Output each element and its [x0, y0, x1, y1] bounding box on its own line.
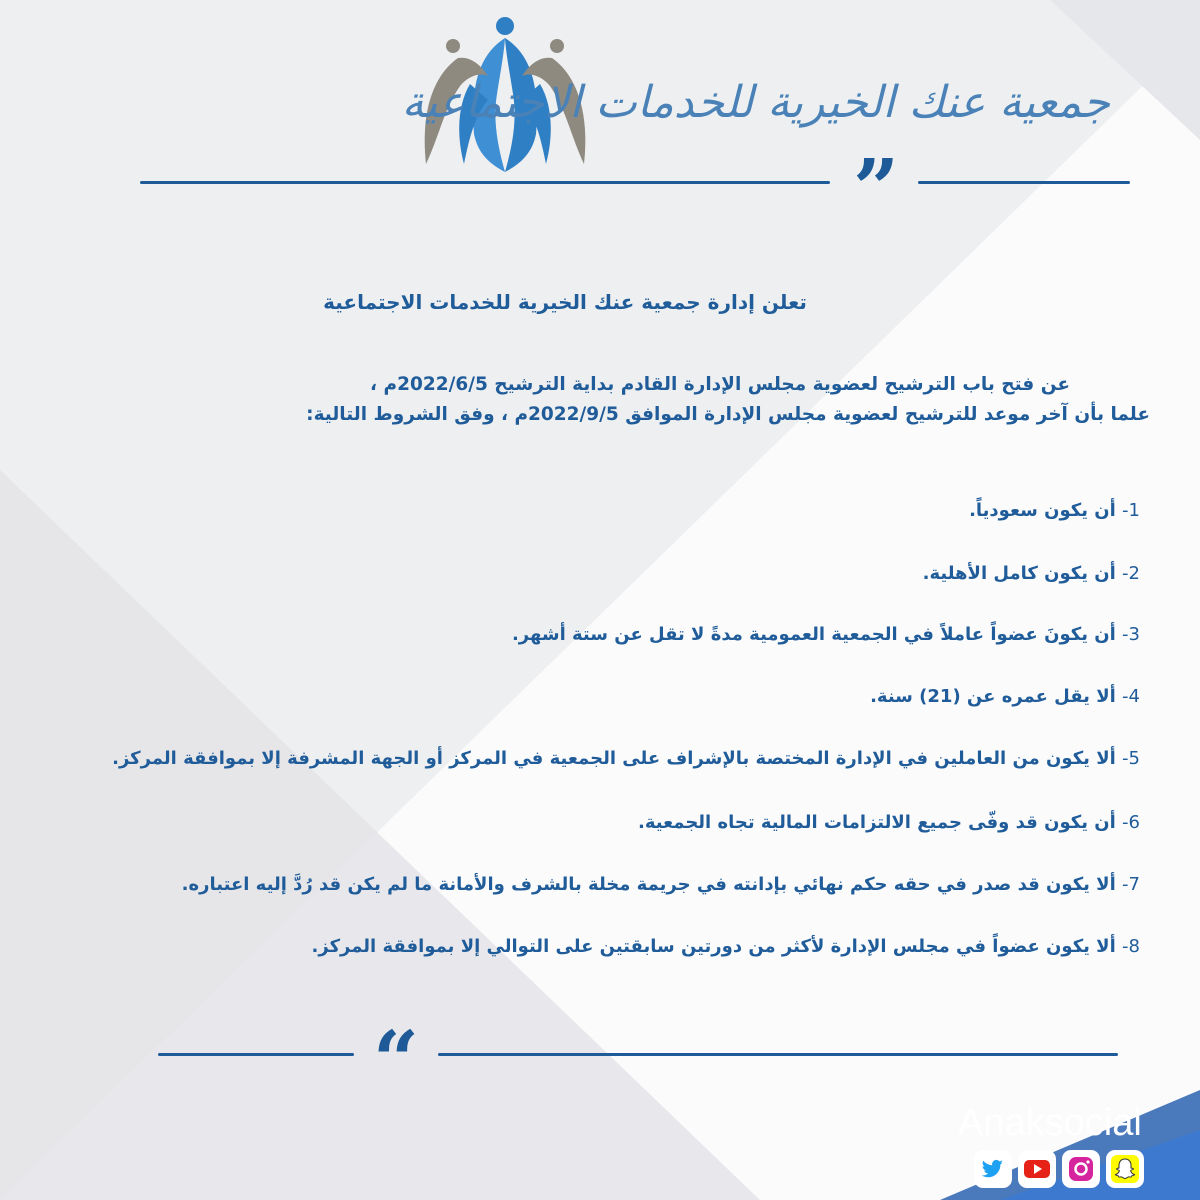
- condition-item: [50, 812, 1140, 833]
- snapchat-icon[interactable]: [1106, 1150, 1144, 1188]
- condition-text: ألا يكون عضواً في مجلس الإدارة لأكثر من دورتين سابقتين على التوالي إلا بموافقة المركز.: [311, 936, 1116, 957]
- social-icons: [974, 1150, 1144, 1190]
- condition-item: [50, 563, 1140, 584]
- quote-open-icon: “: [372, 1013, 419, 1107]
- condition-number: 3-: [1122, 624, 1140, 645]
- brand-name: Anaksocial: [958, 1102, 1142, 1144]
- condition-text: ألا يكون قد صدر في حقه حكم نهائي بإدانته في جريمة مخلة بالشرف والأمانة ما لم يكن قد رُدَّ إليه اعتباره.: [181, 874, 1116, 895]
- condition-number: 4-: [1122, 686, 1140, 707]
- condition-number: 8-: [1122, 936, 1140, 957]
- twitter-icon[interactable]: [974, 1150, 1012, 1188]
- intro-paragraph: [110, 370, 1150, 430]
- condition-number: 7-: [1122, 874, 1140, 895]
- quote-close-icon: ”: [852, 141, 899, 235]
- condition-number: 6-: [1122, 812, 1140, 833]
- condition-text: أن يكون قد وفّى جميع الالتزامات المالية تجاه الجمعية.: [638, 812, 1116, 833]
- intro-line-2: علما بأن آخر موعد للترشيح لعضوية مجلس الإدارة الموافق 2022/9/5م ، وفق الشروط التالية:: [306, 404, 1150, 425]
- condition-item: [50, 874, 1140, 895]
- condition-text: أن يكونَ عضواً عاملاً في الجمعية العمومية مدةً لا تقل عن ستة أشهر.: [511, 624, 1116, 645]
- organization-name: جمعية عنك الخيرية للخدمات الاجتماعية: [401, 77, 1110, 128]
- condition-text: أن يكون سعودياً.: [969, 500, 1116, 521]
- condition-item: [50, 500, 1140, 521]
- instagram-icon[interactable]: [1062, 1150, 1100, 1188]
- youtube-icon[interactable]: [1018, 1150, 1056, 1188]
- condition-item: [50, 686, 1140, 707]
- condition-number: 5-: [1122, 748, 1140, 769]
- condition-item: [50, 936, 1140, 957]
- condition-text: ألا يكون من العاملين في الإدارة المختصة بالإشراف على الجمعية في المركز أو الجهة المشرفة إلا بموافقة المركز.: [112, 748, 1116, 769]
- condition-number: 1-: [1122, 500, 1140, 521]
- condition-item: [50, 748, 1140, 769]
- condition-item: [50, 624, 1140, 645]
- intro-line-1: عن فتح باب الترشيح لعضوية مجلس الإدارة القادم بداية الترشيح 2022/6/5م ،: [370, 374, 1070, 395]
- bottom-divider: [158, 1013, 1118, 1107]
- top-divider: [140, 141, 1130, 235]
- condition-text: ألا يقل عمره عن (21) سنة.: [870, 686, 1116, 707]
- condition-number: 2-: [1122, 563, 1140, 584]
- page-title: تعلن إدارة جمعية عنك الخيرية للخدمات الاجتماعية: [323, 290, 807, 314]
- condition-text: أن يكون كامل الأهلية.: [922, 563, 1116, 584]
